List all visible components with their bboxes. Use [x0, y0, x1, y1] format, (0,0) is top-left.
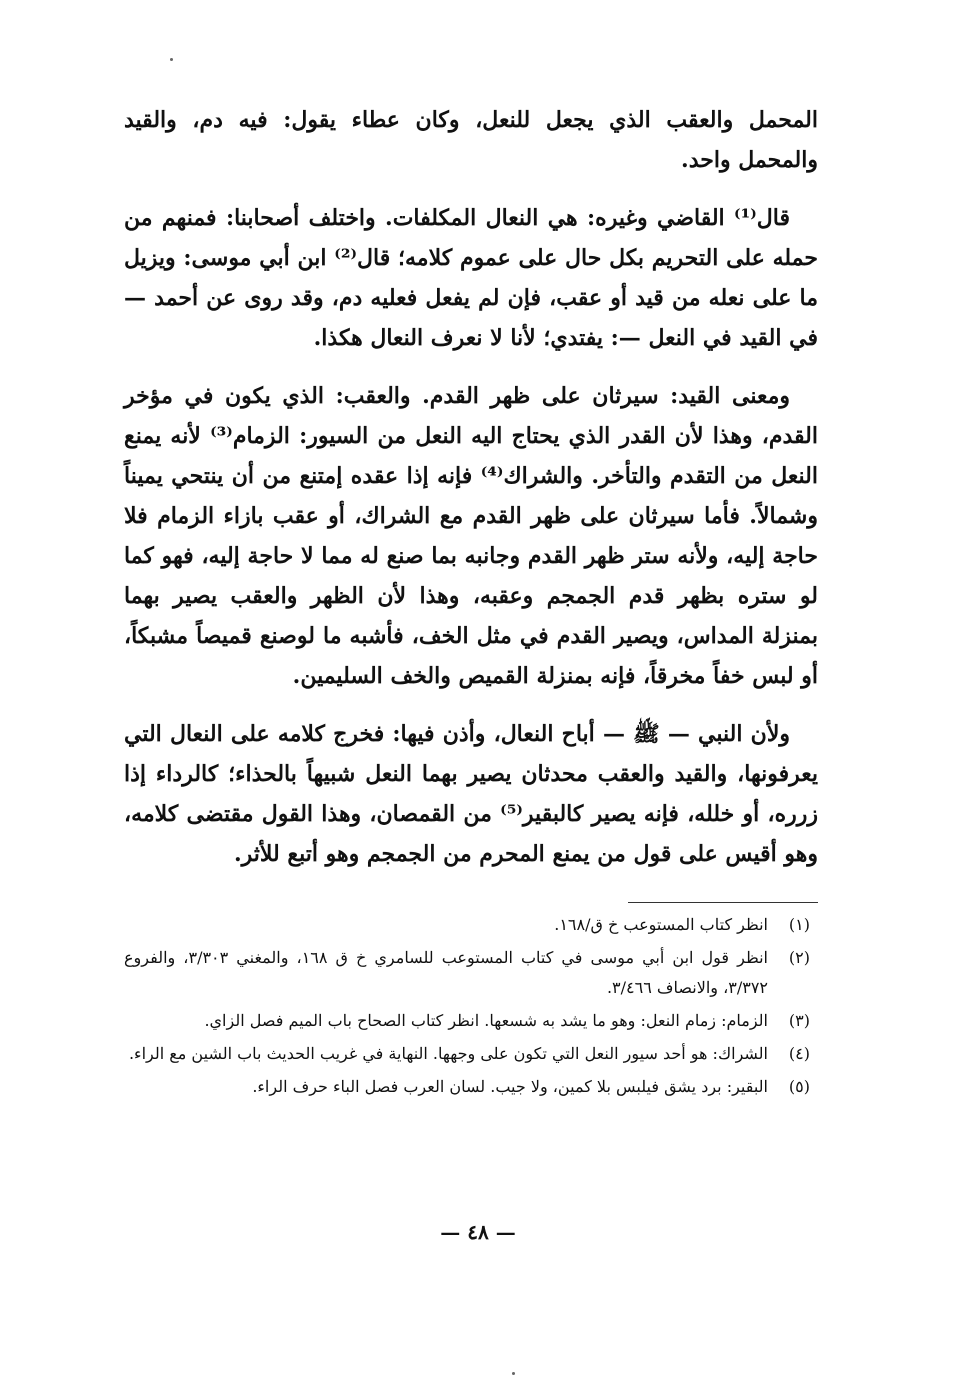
- main-text: [124, 100, 818, 892]
- footnote-number: (٤): [788, 1044, 810, 1063]
- footnote-3: [124, 1006, 818, 1036]
- footnote-text: الشراك: هو أحد سيور النعل التي تكون على وجهها. النهاية في غريب الحديث باب الشين مع الراء.: [128, 1044, 768, 1063]
- footnote-text: انظر كتاب المستوعب خ ق/١٦٨.: [554, 915, 768, 934]
- footnote-text: انظر قول ابن أبي موسى في كتاب المستوعب للسامري خ ق ١٦٨، والمغني ٣/٣٠٣، والفروع ٣/٣٧٢، والانصاف ٣/٤٦٦.: [124, 948, 768, 997]
- scan-speck: [170, 58, 173, 61]
- footnote-number: (٥): [788, 1077, 810, 1096]
- footnote-number: (٣): [788, 1011, 810, 1030]
- footnote-number: (١): [788, 915, 810, 934]
- footnotes: [124, 910, 818, 1105]
- footnote-text: الزمام: زمام النعل: وهو ما يشد به شسعها. انظر كتاب الصحاح باب الميم فصل الزاي.: [204, 1011, 768, 1030]
- paragraph-1: المحمل والعقب الذي يجعل للنعل، وكان عطاء يقول: فيه دم، والقيد والمحمل واحد.: [124, 107, 818, 173]
- footnote-separator: [628, 902, 818, 903]
- paragraph-2: قال⁽¹⁾ القاضي وغيره: هي النعال المكلفات. واختلف أصحابنا: فمنهم من حمله على التحريم بكل حال على عموم كلامه؛ قال⁽²⁾ ابن أبي موسى: ويزيل ما على نعله من قيد أو عقب، فإن لم يفعل فعليه دم، وقد روى عن أحمد — في القيد في النعل —: يفتدي؛ لأنا لا نعرف النعال هكذا.: [124, 205, 818, 351]
- footnote-number: (٢): [788, 948, 810, 967]
- footnote-text: البقير: برد يشق فيلبس بلا كمين، ولا جيب. لسان العرب فصل الباء حرف الراء.: [252, 1077, 768, 1096]
- paragraph-3: ومعنى القيد: سيرثان على ظهر القدم. والعقب: الذي يكون في مؤخر القدم، وهذا لأن القدر الذي يحتاج اليه النعل من السيور: الزمام⁽³⁾ لأنه يمنع النعل من التقدم والتأخر. والشراك⁽⁴⁾ فإنه إذا عقده إمتنع من أن ينتحي يميناً وشمالاً. فأما سيرثان على ظهر القدم مع الشراك، أو عقب بازاء الزمام فلا حاجة إليه، ولأنه ستر ظهر القدم وجانبه بما صنع له مما لا حاجة إليه، فهو كما لو ستره بظهر قدم الجمجم وعقبه، وهذا لأن الظهر والعقب يصير بهما بمنزلة المداس، ويصير القدم في مثل الخف، فأشبه ما لوصنع قميصاً مشبكاً، أو لبس خفاً مخرقاً، فإنه بمنزلة القميص والخف السليمين.: [124, 383, 818, 689]
- footnote-2: [124, 943, 818, 1003]
- paragraph-4: ولأن النبي — ﷺ — أباح النعال، وأذن فيها: فخرج كلامه على النعال التي يعرفونها، والقيد والعقب محدثان يصير بهما النعل شبيهاً بالحذاء؛ كالرداء إذا زرره، أو خلله، فإنه يصير كالبقير⁽⁵⁾ من القمصان، وهذا القول مقتضى كلامه، وهو أقيس على قول من يمنع المحرم من الجمجم وهو أتبع للأثر.: [124, 721, 819, 867]
- footnote-4: [124, 1039, 818, 1069]
- page-number: — ٤٨ —: [440, 1220, 516, 1244]
- footnote-1: [124, 910, 818, 940]
- scan-speck: [512, 1372, 515, 1375]
- footnote-5: [124, 1072, 818, 1102]
